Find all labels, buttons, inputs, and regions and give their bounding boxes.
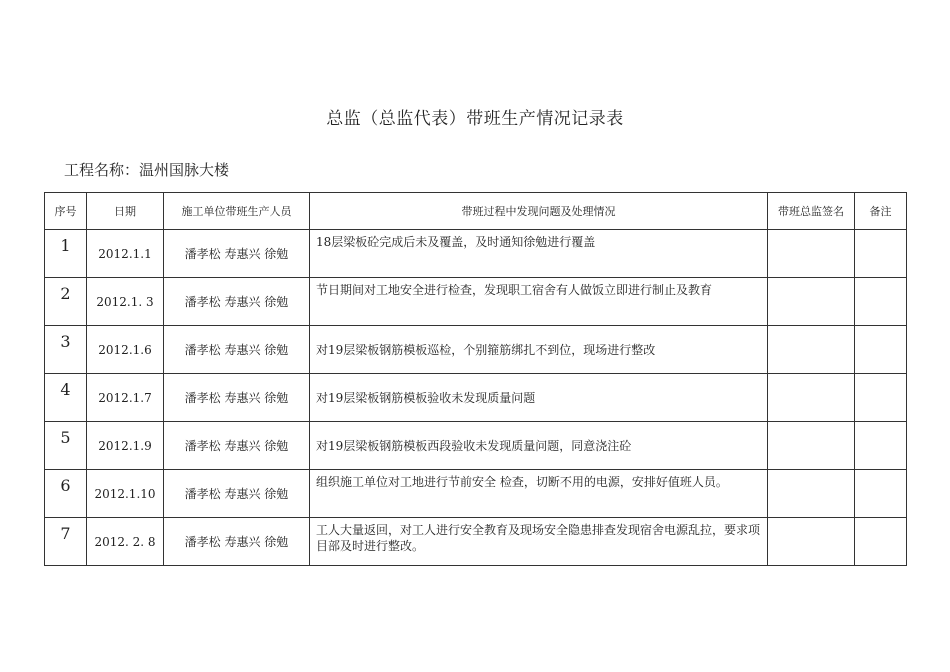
row-date: 2012.1. 3 — [87, 278, 164, 326]
project-name: 工程名称：温州国脉大楼 — [64, 161, 230, 179]
row-remarks — [855, 230, 907, 278]
row-signature — [768, 326, 855, 374]
row-remarks — [855, 326, 907, 374]
row-description: 对19层梁板钢筋模板验收未发现质量问题 — [310, 374, 768, 422]
row-remarks — [855, 278, 907, 326]
row-signature — [768, 470, 855, 518]
table-row — [45, 422, 907, 470]
row-date: 2012. 2. 8 — [87, 518, 164, 566]
row-staff: 潘孝松 寿惠兴 徐勉 — [164, 374, 310, 422]
row-signature — [768, 518, 855, 566]
row-date: 2012.1.9 — [87, 422, 164, 470]
row-description: 对19层梁板钢筋模板巡检，个别箍筋绑扎不到位，现场进行整改 — [310, 326, 768, 374]
row-remarks — [855, 422, 907, 470]
row-description: 工人大量返回，对工人进行安全教育及现场安全隐患排查发现宿舍电源乱拉，要求项目部及时进行整改。 — [310, 518, 768, 566]
table-row — [45, 278, 907, 326]
table-row — [45, 326, 907, 374]
row-staff: 潘孝松 寿惠兴 徐勉 — [164, 278, 310, 326]
row-date: 2012.1.10 — [87, 470, 164, 518]
row-staff: 潘孝松 寿惠兴 徐勉 — [164, 470, 310, 518]
header-index: 序号 — [45, 193, 87, 230]
header-remarks: 备注 — [855, 193, 907, 230]
header-date: 日期 — [87, 193, 164, 230]
row-index: 4 — [45, 374, 87, 422]
row-index: 6 — [45, 470, 87, 518]
table-row — [45, 374, 907, 422]
row-staff: 潘孝松 寿惠兴 徐勉 — [164, 518, 310, 566]
row-signature — [768, 278, 855, 326]
header-description: 带班过程中发现问题及处理情况 — [310, 193, 768, 230]
row-index: 3 — [45, 326, 87, 374]
document-title: 总监（总监代表）带班生产情况记录表 — [326, 109, 624, 129]
header-staff: 施工单位带班生产人员 — [164, 193, 310, 230]
row-staff: 潘孝松 寿惠兴 徐勉 — [164, 230, 310, 278]
row-index: 1 — [45, 230, 87, 278]
header-supervisor-signature: 带班总监签名 — [768, 193, 855, 230]
row-staff: 潘孝松 寿惠兴 徐勉 — [164, 422, 310, 470]
duty-log-table — [44, 192, 907, 566]
table-row — [45, 230, 907, 278]
table-header-row — [45, 193, 907, 230]
row-staff: 潘孝松 寿惠兴 徐勉 — [164, 326, 310, 374]
row-description: 节日期间对工地安全进行检查，发现职工宿舍有人做饭立即进行制止及教育 — [310, 278, 768, 326]
row-date: 2012.1.7 — [87, 374, 164, 422]
row-date: 2012.1.6 — [87, 326, 164, 374]
row-signature — [768, 374, 855, 422]
row-index: 2 — [45, 278, 87, 326]
row-description: 对19层梁板钢筋模板西段验收未发现质量问题，同意浇注砼 — [310, 422, 768, 470]
row-remarks — [855, 518, 907, 566]
row-index: 7 — [45, 518, 87, 566]
table-row — [45, 518, 907, 566]
row-remarks — [855, 470, 907, 518]
row-signature — [768, 230, 855, 278]
row-signature — [768, 422, 855, 470]
row-remarks — [855, 374, 907, 422]
table-row — [45, 470, 907, 518]
row-index: 5 — [45, 422, 87, 470]
row-description: 组织施工单位对工地进行节前安全 检查，切断不用的电源，安排好值班人员。 — [310, 470, 768, 518]
row-description: 18层梁板砼完成后未及覆盖，及时通知徐勉进行覆盖 — [310, 230, 768, 278]
row-date: 2012.1.1 — [87, 230, 164, 278]
